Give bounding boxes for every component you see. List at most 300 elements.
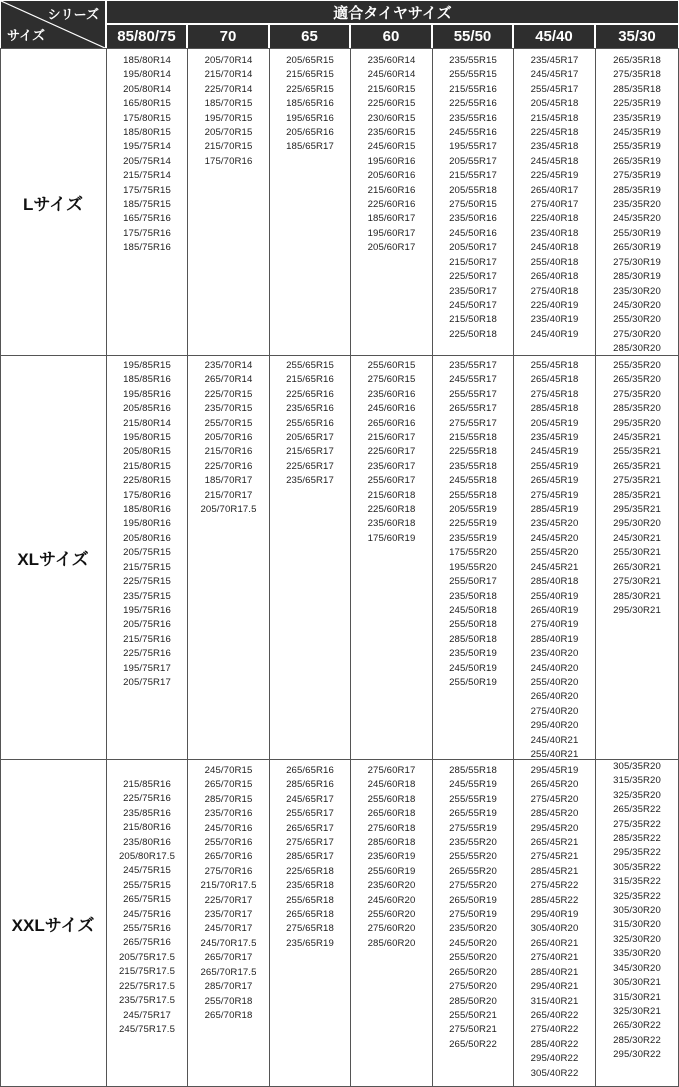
tire-size: 245/60R14	[367, 69, 416, 81]
tire-size: 235/85R16	[123, 807, 171, 819]
tire-size: 245/75R15	[123, 865, 171, 877]
size-cell	[351, 54, 432, 256]
tire-size: 245/70R16	[204, 822, 253, 834]
tire-size: 295/35R21	[613, 504, 661, 516]
tire-size: 235/60R20	[367, 880, 416, 892]
tire-size: 205/70R15	[204, 127, 253, 139]
tire-size: 255/65R15	[286, 360, 334, 371]
tire-size: 275/50R15	[449, 199, 497, 211]
size-cell	[514, 54, 595, 342]
tire-size: 295/40R21	[530, 981, 579, 993]
tire-size: 235/60R14	[367, 55, 416, 66]
tire-size: 225/50R17	[449, 271, 497, 283]
tire-size: 305/35R20	[613, 761, 661, 772]
tire-size: 195/55R17	[449, 141, 497, 153]
tire-size: 225/75R17.5	[118, 980, 176, 992]
tire-size: 225/65R17	[286, 460, 334, 472]
tire-size: 285/60R18	[367, 837, 416, 849]
tire-size: 275/40R17	[530, 199, 579, 211]
tire-size: 235/55R15	[449, 55, 497, 66]
size-cell	[107, 54, 187, 256]
tire-size: 245/50R16	[449, 227, 497, 239]
tire-size: 265/70R17	[204, 952, 253, 964]
tire-size: 265/50R19	[449, 894, 497, 906]
tire-size: 235/55R19	[449, 532, 497, 544]
tire-size: 255/40R21	[530, 748, 579, 760]
tire-size: 205/80R17.5	[118, 851, 176, 863]
tire-size: 245/60R18	[367, 779, 416, 791]
tire-size: 265/70R16	[204, 851, 253, 863]
tire-size: 275/50R19	[449, 909, 497, 921]
tire-size: 275/65R17	[286, 837, 334, 849]
tire-size: 225/55R19	[449, 518, 497, 530]
tire-size: 235/50R19	[449, 648, 497, 660]
size-cell	[188, 54, 269, 169]
tire-size: 225/75R16	[123, 793, 171, 805]
tire-size: 255/50R20	[449, 952, 497, 964]
tire-size: 265/35R18	[613, 55, 661, 66]
tire-size: 305/30R20	[613, 905, 661, 917]
tire-size: 225/70R15	[204, 388, 253, 400]
tire-size: 285/40R21	[530, 966, 579, 978]
tire-size: 265/60R16	[367, 417, 416, 429]
tire-size: 245/55R18	[449, 475, 497, 487]
tire-size: 275/35R20	[613, 388, 661, 400]
tire-size: 215/60R17	[367, 432, 416, 444]
header-title: 適合タイヤサイズ	[107, 1, 678, 23]
tire-size: 245/55R16	[449, 127, 497, 139]
tire-size: 175/80R15	[123, 112, 171, 124]
tire-size: 245/60R16	[367, 403, 416, 415]
tire-size: 285/30R19	[613, 271, 661, 283]
tire-size: 205/75R14	[123, 155, 171, 167]
tire-size: 265/45R21	[530, 837, 579, 849]
tire-size: 275/50R20	[449, 981, 497, 993]
tire-size: 255/30R21	[613, 547, 661, 559]
tire-size: 265/65R16	[286, 765, 334, 776]
tire-size: 235/60R16	[367, 388, 416, 400]
tire-size: 195/60R17	[367, 227, 416, 239]
tire-size: 235/60R15	[367, 127, 416, 139]
tire-size: 235/70R17	[204, 909, 253, 921]
tire-size: 255/55R18	[449, 489, 497, 501]
tire-size: 275/30R20	[613, 328, 661, 340]
tire-size: 275/70R16	[204, 865, 253, 877]
tire-size: 215/65R15	[286, 69, 334, 81]
size-cell	[433, 54, 513, 342]
tire-size: 245/30R21	[613, 532, 661, 544]
tire-size: 255/55R15	[449, 69, 497, 81]
tire-size: 275/45R22	[530, 880, 579, 892]
tire-size: 205/80R14	[123, 83, 171, 95]
tire-size: 255/45R18	[530, 360, 579, 371]
tire-size: 195/85R16	[123, 388, 171, 400]
tire-size: 285/35R21	[613, 489, 661, 501]
tire-size: 295/45R20	[530, 822, 579, 834]
tire-size: 245/75R17	[123, 1009, 171, 1021]
tire-size: 285/40R22	[530, 1038, 579, 1050]
tire-size: 245/60R15	[367, 141, 416, 153]
tire-size: 245/35R20	[613, 213, 661, 225]
tire-size: 245/55R19	[449, 779, 497, 791]
tire-size: 225/80R15	[123, 475, 171, 487]
tire-size: 275/55R17	[449, 417, 497, 429]
tire-size: 205/75R17.5	[118, 951, 176, 963]
tire-size: 285/70R15	[204, 793, 253, 805]
tire-size: 175/55R20	[449, 547, 497, 559]
size-cell	[433, 764, 513, 1052]
tire-size: 255/45R19	[530, 460, 579, 472]
tire-size: 185/70R17	[204, 475, 253, 487]
tire-size: 305/35R22	[613, 861, 661, 873]
tire-size: 275/40R21	[530, 952, 579, 964]
tire-size: 275/40R20	[530, 705, 579, 717]
tire-size: 245/45R21	[530, 561, 579, 573]
size-cell	[107, 778, 187, 1037]
tire-size: 215/75R14	[123, 170, 171, 182]
tire-size: 325/30R21	[613, 1005, 661, 1017]
tire-size: 205/70R14	[204, 55, 253, 66]
tire-size: 255/55R19	[449, 793, 497, 805]
tire-size: 235/75R15	[123, 590, 171, 602]
size-cell	[433, 359, 513, 690]
tire-size: 255/50R19	[449, 676, 497, 688]
tire-size: 275/45R20	[530, 793, 579, 805]
tire-size: 185/85R16	[123, 374, 171, 386]
tire-size: 265/45R20	[530, 779, 579, 791]
tire-size: 315/30R20	[613, 919, 661, 931]
tire-size: 205/55R19	[449, 504, 497, 516]
tire-size: 235/55R18	[449, 460, 497, 472]
tire-size: 265/30R19	[613, 242, 661, 254]
tire-size: 255/30R20	[613, 314, 661, 326]
tire-size: 185/80R14	[123, 55, 171, 66]
tire-size: 275/35R18	[613, 69, 661, 81]
tire-size: 205/60R16	[367, 170, 416, 182]
tire-size: 265/40R19	[530, 604, 579, 616]
tire-size: 275/60R20	[367, 923, 416, 935]
tire-size: 215/75R15	[123, 561, 171, 573]
tire-size: 205/55R18	[449, 184, 497, 196]
tire-size: 245/60R20	[367, 894, 416, 906]
tire-size: 165/75R16	[123, 213, 171, 225]
tire-size: 215/55R16	[449, 83, 497, 95]
tire-size: 225/65R16	[286, 388, 334, 400]
tire-size: 235/30R20	[613, 285, 661, 297]
tire-size: 205/75R17	[123, 676, 171, 688]
tire-size: 255/35R21	[613, 446, 661, 458]
tire-size: 225/60R17	[367, 446, 416, 458]
tire-size: 225/50R18	[449, 328, 497, 340]
tire-size: 285/30R20	[613, 343, 661, 355]
size-cell	[596, 760, 678, 1063]
tire-size: 345/30R20	[613, 962, 661, 974]
tire-size: 285/70R17	[204, 981, 253, 993]
tire-size: 195/75R17	[123, 662, 171, 674]
size-cell	[270, 359, 350, 489]
tire-size: 265/70R14	[204, 374, 253, 386]
tire-size: 285/60R20	[367, 937, 416, 949]
tire-size: 285/50R18	[449, 633, 497, 645]
tire-size: 325/30R20	[613, 933, 661, 945]
tire-size: 235/35R20	[613, 199, 661, 211]
tire-size: 235/35R19	[613, 112, 661, 124]
tire-size: 215/80R15	[123, 460, 171, 472]
size-cell	[351, 764, 432, 951]
tire-size: 325/35R20	[613, 789, 661, 801]
tire-size: 205/45R19	[530, 417, 579, 429]
tire-size: 275/40R19	[530, 619, 579, 631]
tire-size: 225/40R19	[530, 299, 579, 311]
tire-size: 285/30R21	[613, 590, 661, 602]
tire-size: 275/30R21	[613, 576, 661, 588]
tire-size: 225/70R16	[204, 460, 253, 472]
tire-size: 295/40R22	[530, 1053, 579, 1065]
tire-size: 315/30R21	[613, 991, 661, 1003]
tire-size: 215/55R18	[449, 432, 497, 444]
tire-size: 285/35R18	[613, 83, 661, 95]
tire-size: 235/45R19	[530, 432, 579, 444]
tire-size: 175/75R16	[123, 227, 171, 239]
tire-size: 215/70R16	[204, 446, 253, 458]
tire-size: 285/50R20	[449, 995, 497, 1007]
tire-size: 235/50R20	[449, 923, 497, 935]
tire-size: 265/65R17	[286, 822, 334, 834]
tire-size: 255/60R17	[367, 475, 416, 487]
tire-size: 275/55R20	[449, 880, 497, 892]
tire-size: 275/35R21	[613, 475, 661, 487]
tire-size: 285/40R18	[530, 576, 579, 588]
tire-size: 265/45R18	[530, 374, 579, 386]
tire-size: 245/75R17.5	[118, 1023, 176, 1035]
tire-size: 285/65R17	[286, 851, 334, 863]
tire-size: 255/60R18	[367, 793, 416, 805]
tire-size: 285/65R16	[286, 779, 334, 791]
size-cell	[596, 359, 678, 618]
tire-size: 265/40R20	[530, 691, 579, 703]
tire-size: 265/55R19	[449, 808, 497, 820]
tire-size: 215/70R15	[204, 141, 253, 153]
tire-size: 265/30R22	[613, 1020, 661, 1032]
tire-size: 195/70R15	[204, 112, 253, 124]
tire-size: 275/60R17	[367, 765, 416, 776]
tire-size: 265/30R21	[613, 561, 661, 573]
tire-size: 255/45R20	[530, 547, 579, 559]
tire-size: 205/70R16	[204, 432, 253, 444]
tire-size: 275/30R19	[613, 256, 661, 268]
size-cell	[188, 764, 269, 1023]
tire-size: 275/45R19	[530, 489, 579, 501]
tire-size: 295/45R19	[530, 765, 579, 776]
tire-size: 285/35R22	[613, 833, 661, 845]
tire-size: 235/80R16	[123, 836, 171, 848]
tire-size: 255/75R15	[123, 879, 171, 891]
tire-size: 245/40R21	[530, 734, 579, 746]
tire-size: 225/70R17	[204, 894, 253, 906]
tire-size: 285/30R22	[613, 1034, 661, 1046]
tire-size: 275/45R18	[530, 388, 579, 400]
tire-size: 175/70R16	[204, 155, 253, 167]
tire-size: 205/45R18	[530, 98, 579, 110]
tire-size: 275/45R21	[530, 851, 579, 863]
tire-size: 215/50R18	[449, 314, 497, 326]
tire-size: 295/40R19	[530, 909, 579, 921]
tire-size: 215/55R17	[449, 170, 497, 182]
tire-size: 295/30R20	[613, 518, 661, 530]
header-corner	[1, 1, 105, 48]
tire-size: 285/45R21	[530, 865, 579, 877]
tire-size: 185/65R16	[286, 98, 334, 110]
tire-size: 245/40R20	[530, 662, 579, 674]
tire-size: 205/80R15	[123, 446, 171, 458]
tire-size: 235/70R16	[204, 808, 253, 820]
tire-size: 205/70R17.5	[200, 504, 257, 516]
tire-size: 335/30R20	[613, 948, 661, 960]
tire-size: 255/30R19	[613, 227, 661, 239]
tire-size: 245/70R15	[204, 765, 253, 776]
tire-size: 265/70R17.5	[200, 966, 257, 978]
tire-size: 215/80R16	[123, 822, 171, 834]
tire-size: 255/65R17	[286, 808, 334, 820]
tire-size: 245/45R17	[530, 69, 579, 81]
tire-size: 255/45R17	[530, 83, 579, 95]
tire-size: 255/40R19	[530, 590, 579, 602]
tire-size: 225/60R15	[367, 98, 416, 110]
tire-size: 165/80R15	[123, 98, 171, 110]
tire-size: 265/75R16	[123, 937, 171, 949]
tire-size: 215/70R17	[204, 489, 253, 501]
tire-size: 265/35R21	[613, 460, 661, 472]
tire-size: 295/30R22	[613, 1049, 661, 1061]
tire-size: 235/45R20	[530, 518, 579, 530]
tire-size: 195/75R16	[123, 604, 171, 616]
tire-size: 275/35R19	[613, 170, 661, 182]
tire-size: 255/55R20	[449, 851, 497, 863]
tire-size: 175/60R19	[367, 532, 416, 544]
tire-size: 245/35R21	[613, 432, 661, 444]
tire-size: 275/35R22	[613, 818, 661, 830]
tire-size: 225/75R16	[123, 648, 171, 660]
tire-size: 265/65R18	[286, 909, 334, 921]
tire-size: 185/65R17	[286, 141, 334, 153]
column-header-35-30: 35/30	[596, 25, 678, 48]
tire-size: 245/50R18	[449, 604, 497, 616]
tire-size: 230/60R15	[367, 112, 416, 124]
tire-size: 205/65R17	[286, 432, 334, 444]
tire-size: 285/45R20	[530, 808, 579, 820]
tire-size: 255/60R15	[367, 360, 416, 371]
tire-size: 235/55R17	[449, 360, 497, 371]
tire-size: 215/70R17.5	[200, 880, 257, 892]
tire-size: 275/60R15	[367, 374, 416, 386]
tire-size: 275/40R18	[530, 285, 579, 297]
tire-size: 185/80R15	[123, 127, 171, 139]
tire-size: 275/60R18	[367, 822, 416, 834]
tire-size: 215/65R16	[286, 374, 334, 386]
tire-size: 235/75R17.5	[118, 995, 176, 1007]
tire-size: 255/50R18	[449, 619, 497, 631]
tire-size: 205/80R16	[123, 532, 171, 544]
tire-size: 285/35R20	[613, 403, 661, 415]
tire-size: 265/50R20	[449, 966, 497, 978]
tire-size: 295/35R22	[613, 847, 661, 859]
tire-size: 185/70R15	[204, 98, 253, 110]
tire-size: 265/75R15	[123, 894, 171, 906]
tire-size: 245/70R17.5	[200, 937, 257, 949]
tire-size: 215/75R16	[123, 633, 171, 645]
tire-size: 245/70R17	[204, 923, 253, 935]
tire-size: 255/50R17	[449, 576, 497, 588]
tire-size: 225/70R14	[204, 83, 253, 95]
size-cell	[270, 764, 350, 951]
tire-size: 285/55R18	[449, 765, 497, 776]
tire-size: 175/75R15	[123, 184, 171, 196]
tire-size: 235/55R16	[449, 112, 497, 124]
tire-size: 265/40R18	[530, 271, 579, 283]
tire-size: 255/75R16	[123, 923, 171, 935]
tire-size: 265/40R21	[530, 937, 579, 949]
tire-size: 245/40R19	[530, 328, 579, 340]
tire-size: 255/60R20	[367, 909, 416, 921]
row-label-xl: XLサイズ	[17, 550, 89, 569]
tire-size: 225/55R16	[449, 98, 497, 110]
tire-size: 255/40R20	[530, 676, 579, 688]
tire-size: 285/40R19	[530, 633, 579, 645]
tire-size: 185/60R17	[367, 213, 416, 225]
tire-size: 215/45R18	[530, 112, 579, 124]
tire-size: 325/35R22	[613, 890, 661, 902]
tire-size: 245/40R18	[530, 242, 579, 254]
tire-size: 215/85R16	[123, 779, 171, 790]
tire-size: 275/65R18	[286, 923, 334, 935]
tire-size: 215/75R17.5	[118, 966, 176, 978]
tire-size: 195/80R16	[123, 518, 171, 530]
tire-size: 225/45R19	[530, 170, 579, 182]
tire-size: 225/60R18	[367, 504, 416, 516]
column-header-85-80-75: 85/80/75	[107, 25, 186, 48]
series-label: シリーズ	[47, 7, 99, 22]
tire-size: 215/80R14	[123, 417, 171, 429]
tire-size: 295/40R20	[530, 720, 579, 732]
tire-size: 285/45R18	[530, 403, 579, 415]
size-cell	[596, 54, 678, 357]
tire-size: 195/80R14	[123, 69, 171, 81]
tire-size: 215/70R14	[204, 69, 253, 81]
tire-size: 235/40R19	[530, 314, 579, 326]
size-cell	[514, 359, 595, 762]
tire-size: 215/65R17	[286, 446, 334, 458]
tire-size: 225/35R19	[613, 98, 661, 110]
tire-size: 285/35R19	[613, 184, 661, 196]
tire-size: 265/45R19	[530, 475, 579, 487]
tire-size: 285/45R22	[530, 894, 579, 906]
tire-size: 195/55R20	[449, 561, 497, 573]
tire-size: 185/75R16	[123, 242, 171, 254]
tire-size: 225/65R15	[286, 83, 334, 95]
column-header-60: 60	[351, 25, 431, 48]
tire-size: 245/55R17	[449, 374, 497, 386]
tire-size: 235/60R17	[367, 460, 416, 472]
tire-size: 225/45R18	[530, 127, 579, 139]
tire-size: 185/75R15	[123, 199, 171, 211]
tire-size: 205/75R15	[123, 547, 171, 559]
tire-size: 245/50R20	[449, 937, 497, 949]
tire-size: 265/35R22	[613, 804, 661, 816]
tire-size: 245/65R17	[286, 793, 334, 805]
row-label-l: Lサイズ	[22, 194, 84, 214]
tire-size: 275/40R22	[530, 1024, 579, 1036]
tire-size: 235/65R18	[286, 880, 334, 892]
